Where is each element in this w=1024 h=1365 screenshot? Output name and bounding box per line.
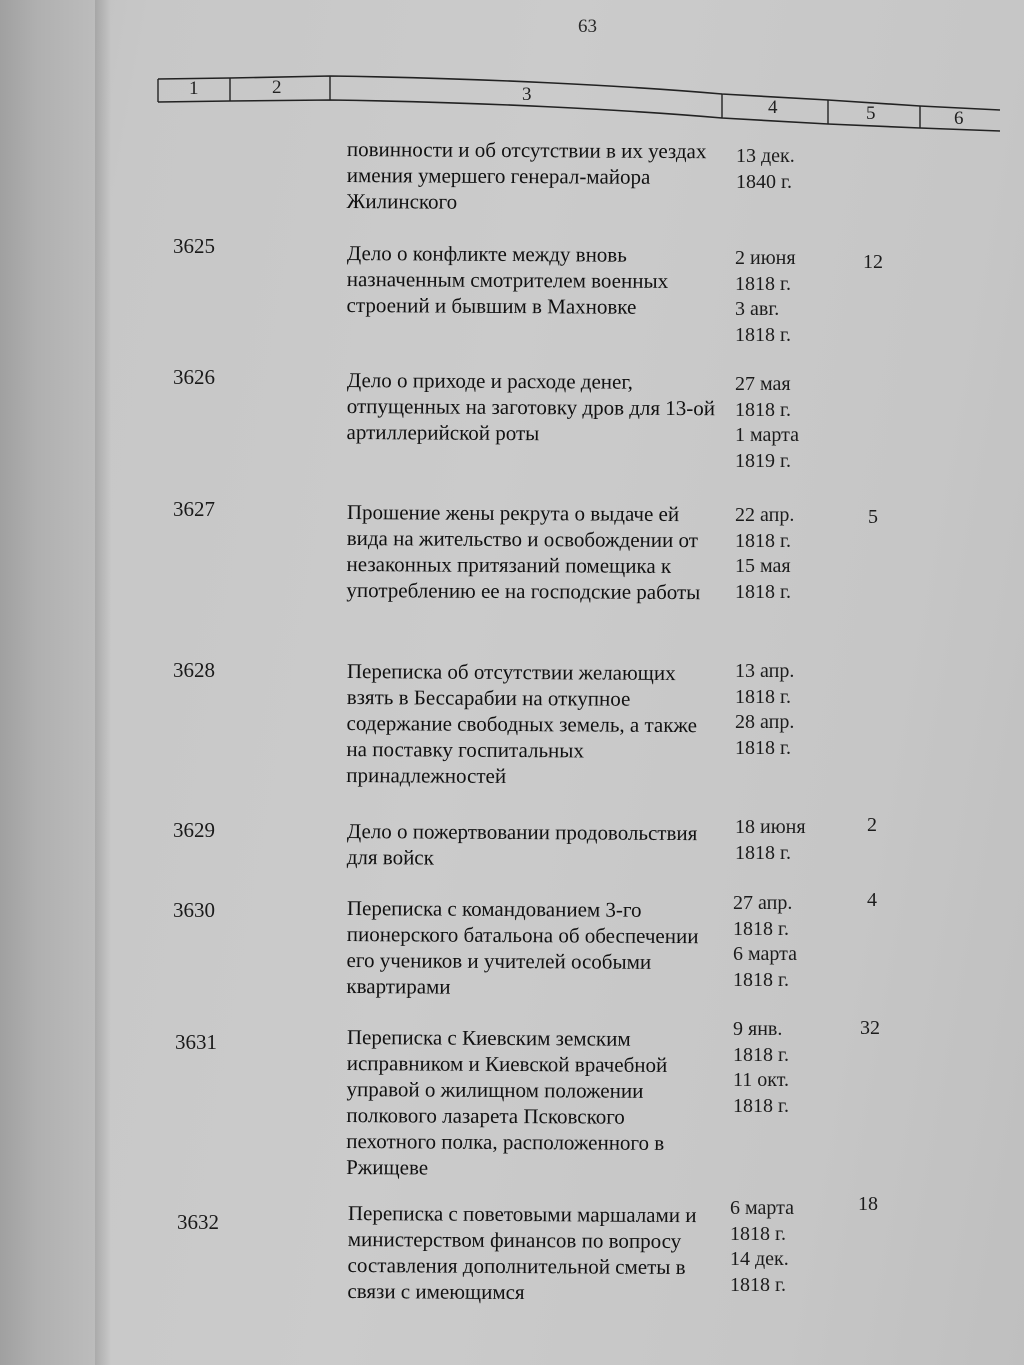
entry-dates <box>735 246 835 348</box>
entry-date: 1818 г. <box>733 968 789 991</box>
entry-number: 3629 <box>173 818 215 842</box>
column-number-4: 4 <box>768 97 778 118</box>
entry-title: Дело о пожертвовании продовольствия для войск <box>346 819 698 870</box>
entry-title: Дело о конфликте между вновь назначенным смотрителем военных строений и бывшим в Махновке <box>346 240 669 319</box>
entry-number: 3625 <box>173 234 215 258</box>
sheet-count: 5 <box>868 506 878 528</box>
entry-date: 18 июня <box>735 816 806 838</box>
entry-title: Переписка об отсутствии желающих взять в Бессарабии на откупное содержание свободных земель, а также на поставку госпитальных принадлежностей <box>346 659 698 788</box>
column-number-2: 2 <box>272 77 282 98</box>
entry-title: Переписка с поветовыми маршалами и министерством финансов по вопросу составления дополнительной сметы в связи с имеющимся <box>347 1201 697 1305</box>
entry-date: 1840 г. <box>736 170 792 193</box>
entry-date: 1818 г. <box>735 398 791 421</box>
entry-title: Дело о приходе и расходе денег, отпущенных на заготовку дров для 13-ой артиллерийской роты <box>346 367 716 446</box>
entry-date: 27 апр. <box>733 892 793 914</box>
entry-dates <box>735 372 835 474</box>
entry-title: Прошение жены рекрута о выдаче ей вида на жительство и освобождении от незаконных притязаний помещика к употреблению ее на господские работы <box>346 499 701 605</box>
entry-number: 3627 <box>173 497 215 521</box>
entry-date: 1818 г. <box>735 323 791 346</box>
entry-date: 1818 г. <box>735 841 791 864</box>
entry-date: 3 авг. <box>735 298 780 321</box>
entry-dates <box>735 815 835 866</box>
entry-date: 22 апр. <box>735 504 795 526</box>
entry-number: 3630 <box>173 898 215 922</box>
entry-date: 13 дек. <box>736 145 795 167</box>
column-number-5: 5 <box>866 103 876 124</box>
entry-date: 1819 г. <box>735 449 791 472</box>
entry-date: 1 марта <box>735 424 799 447</box>
column-number-3: 3 <box>522 84 532 105</box>
entry-date: 1818 г. <box>735 685 791 708</box>
column-number-6: 6 <box>954 108 964 129</box>
entry-date: 1818 г. <box>730 1222 786 1245</box>
entry-dates <box>736 144 836 195</box>
entry-date: 1818 г. <box>735 272 791 295</box>
entry-date: 1818 г. <box>735 736 791 759</box>
entry-title: Переписка с командованием 3-го пионерского батальона об обеспечении его учеников и учителей особыми квартирами <box>346 896 699 999</box>
sheet-count: 4 <box>867 889 877 911</box>
sheet-count: 12 <box>863 251 883 273</box>
entry-date: 1818 г. <box>733 1094 789 1117</box>
entry-date: 11 окт. <box>733 1069 789 1092</box>
entry-number: 3632 <box>177 1210 219 1234</box>
entry-dates <box>730 1196 830 1298</box>
entry-title: Переписка с Киевским земским исправником и Киевской врачебной управой о жилищном положении полкового лазарета Псковского пехотного полка, расположенного в Ржищеве <box>346 1025 668 1180</box>
entry-date: 13 апр. <box>735 660 795 682</box>
column-number-1: 1 <box>189 78 199 99</box>
entry-date: 28 апр. <box>735 711 795 734</box>
entry-title: повинности и об отсутствии в их уездах имения умершего генерал-майора Жилинского <box>346 136 707 214</box>
entry-dates <box>735 659 835 761</box>
entry-date: 1818 г. <box>733 917 789 940</box>
entry-dates <box>733 1017 833 1119</box>
entry-date: 1818 г. <box>733 1043 789 1066</box>
entry-date: 1818 г. <box>735 580 791 603</box>
entry-date: 1818 г. <box>735 529 791 552</box>
entry-number: 3628 <box>173 658 215 682</box>
sheet-count: 32 <box>860 1017 880 1039</box>
sheet-count: 18 <box>858 1193 878 1215</box>
entry-date: 1818 г. <box>730 1273 786 1296</box>
entry-date: 6 марта <box>733 943 797 966</box>
entry-dates <box>735 503 835 605</box>
entry-date: 6 марта <box>730 1197 794 1219</box>
sheet-count: 2 <box>867 814 877 836</box>
entry-number: 3626 <box>173 365 215 389</box>
entry-date: 2 июня <box>735 247 796 269</box>
page-number: 63 <box>578 16 597 37</box>
entry-date: 27 мая <box>735 373 791 395</box>
entry-date: 15 мая <box>735 555 791 578</box>
entry-dates <box>733 891 833 993</box>
entry-date: 9 янв. <box>733 1018 783 1040</box>
entry-date: 14 дек. <box>730 1248 789 1271</box>
entry-number: 3631 <box>175 1030 217 1054</box>
